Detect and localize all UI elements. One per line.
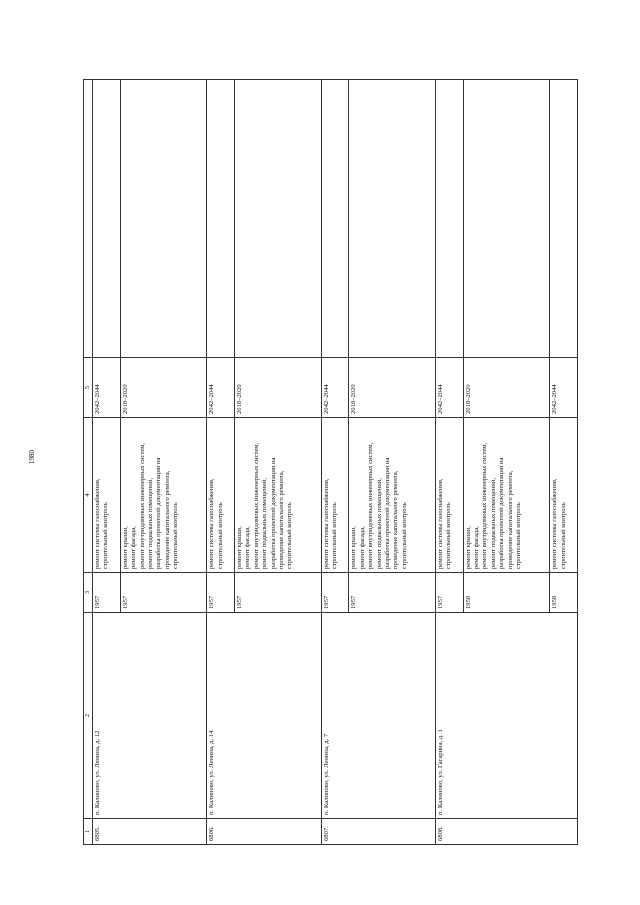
work-item: строительный контроль bbox=[172, 502, 180, 569]
period-cell: 2018–2020 bbox=[235, 358, 322, 418]
work-item: ремонт крыши, bbox=[121, 526, 129, 569]
year-cell: 1957 bbox=[435, 573, 463, 613]
work-item: строительный контроль bbox=[286, 502, 294, 569]
work-item: ремонт подвальных помещений, bbox=[146, 478, 154, 569]
works-cell bbox=[235, 418, 322, 573]
work-item: ремонт подвальных помещений, bbox=[261, 478, 269, 569]
period-cell: 2018–2020 bbox=[349, 358, 436, 418]
work-item: проведение капитального ремонта, bbox=[506, 470, 514, 569]
year-cell: 1958 bbox=[463, 573, 550, 613]
year-cell: 1957 bbox=[235, 573, 322, 613]
work-item: ремонт внутридомовых инженерных систем, bbox=[138, 442, 146, 569]
work-item: ремонт фасада, bbox=[473, 526, 481, 569]
row-number: 6806. bbox=[207, 819, 321, 845]
period-cell: 2018–2020 bbox=[120, 358, 207, 418]
work-item: ремонт фасада, bbox=[244, 526, 252, 569]
work-item: ремонт фасада, bbox=[130, 526, 138, 569]
empty-cell bbox=[349, 80, 436, 358]
works-cell bbox=[93, 418, 121, 573]
table-row bbox=[435, 80, 463, 845]
empty-cell bbox=[321, 80, 349, 358]
year-cell: 1957 bbox=[120, 573, 207, 613]
empty-cell bbox=[93, 80, 121, 358]
address-cell: п. Калиново, ул. Ленина, д. 12 bbox=[93, 613, 207, 819]
work-item: строительный контроль bbox=[559, 502, 567, 569]
work-item: ремонт внутридомовых инженерных систем, bbox=[481, 442, 489, 569]
page-number: 1980 bbox=[28, 450, 36, 464]
work-item: ремонт подвальных помещений, bbox=[375, 478, 383, 569]
row-number: 6805. bbox=[93, 819, 207, 845]
work-item: строительный контроль bbox=[400, 502, 408, 569]
works-cell bbox=[120, 418, 207, 573]
table-row bbox=[93, 80, 121, 845]
work-item: ремонт фасада, bbox=[358, 526, 366, 569]
work-item: разработка проектной документации на bbox=[383, 457, 391, 569]
address-cell: п. Калиново, ул. Гагарина, д. 1 bbox=[435, 613, 577, 819]
work-item: строительный контроль bbox=[216, 502, 224, 569]
capital-repair-table bbox=[83, 79, 578, 845]
work-item: ремонт крыши, bbox=[236, 526, 244, 569]
work-item: ремонт системы газоснабжения, bbox=[551, 478, 559, 569]
header-col-3: 3 bbox=[84, 573, 93, 613]
work-item: разработка проектной документации на bbox=[498, 457, 506, 569]
works-cell bbox=[349, 418, 436, 573]
empty-cell bbox=[550, 80, 578, 358]
table-body bbox=[93, 80, 578, 845]
work-item: строительный контроль bbox=[445, 502, 453, 569]
period-cell: 2018–2020 bbox=[463, 358, 550, 418]
works-cell bbox=[463, 418, 550, 573]
row-number: 6808. bbox=[435, 819, 577, 845]
work-item: строительный контроль bbox=[331, 502, 339, 569]
header-col-1: 1 bbox=[84, 819, 93, 845]
year-cell: 1958 bbox=[550, 573, 578, 613]
header-col-empty bbox=[84, 80, 93, 358]
work-item: проведение капитального ремонта, bbox=[278, 470, 286, 569]
address-cell: п. Калиново, ул. Ленина, д. 14 bbox=[207, 613, 321, 819]
work-item: строительный контроль bbox=[515, 502, 523, 569]
year-cell: 1957 bbox=[93, 573, 121, 613]
header-col-4: 4 bbox=[84, 418, 93, 573]
period-cell: 2042–2044 bbox=[93, 358, 121, 418]
empty-cell bbox=[235, 80, 322, 358]
table-row bbox=[207, 80, 235, 845]
work-item: ремонт внутридомовых инженерных систем, bbox=[367, 442, 375, 569]
work-item: ремонт системы газоснабжения, bbox=[436, 478, 444, 569]
work-item: разработка проектной документации на bbox=[155, 457, 163, 569]
work-item: ремонт крыши, bbox=[350, 526, 358, 569]
period-cell: 2042–2044 bbox=[207, 358, 235, 418]
table-row bbox=[321, 80, 349, 845]
works-cell bbox=[435, 418, 463, 573]
work-item: ремонт крыши, bbox=[464, 526, 472, 569]
work-item: ремонт системы газоснабжения, bbox=[322, 478, 330, 569]
works-table-sheet bbox=[83, 80, 578, 845]
work-item: ремонт внутридомовых инженерных систем, bbox=[252, 442, 260, 569]
address-cell: п. Калиново, ул. Ленина, д. 7 bbox=[321, 613, 435, 819]
empty-cell bbox=[207, 80, 235, 358]
work-item: проведение капитального ремонта, bbox=[392, 470, 400, 569]
row-number: 6807. bbox=[321, 819, 435, 845]
period-cell: 2042–2044 bbox=[550, 358, 578, 418]
year-cell: 1957 bbox=[349, 573, 436, 613]
period-cell: 2042–2044 bbox=[321, 358, 349, 418]
empty-cell bbox=[435, 80, 463, 358]
year-cell: 1957 bbox=[207, 573, 235, 613]
work-item: строительный контроль bbox=[102, 502, 110, 569]
works-cell bbox=[550, 418, 578, 573]
work-item: проведение капитального ремонта, bbox=[163, 470, 171, 569]
empty-cell bbox=[463, 80, 550, 358]
works-cell bbox=[207, 418, 235, 573]
work-item: разработка проектной документации на bbox=[269, 457, 277, 569]
work-item: ремонт системы газоснабжения, bbox=[94, 478, 101, 569]
work-item: ремонт системы газоснабжения, bbox=[208, 478, 216, 569]
works-cell bbox=[321, 418, 349, 573]
empty-cell bbox=[120, 80, 207, 358]
header-row bbox=[84, 80, 93, 845]
header-col-2: 2 bbox=[84, 613, 93, 819]
period-cell: 2042–2044 bbox=[435, 358, 463, 418]
year-cell: 1957 bbox=[321, 573, 349, 613]
work-item: ремонт подвальных помещений, bbox=[489, 478, 497, 569]
header-col-5: 5 bbox=[84, 358, 93, 418]
